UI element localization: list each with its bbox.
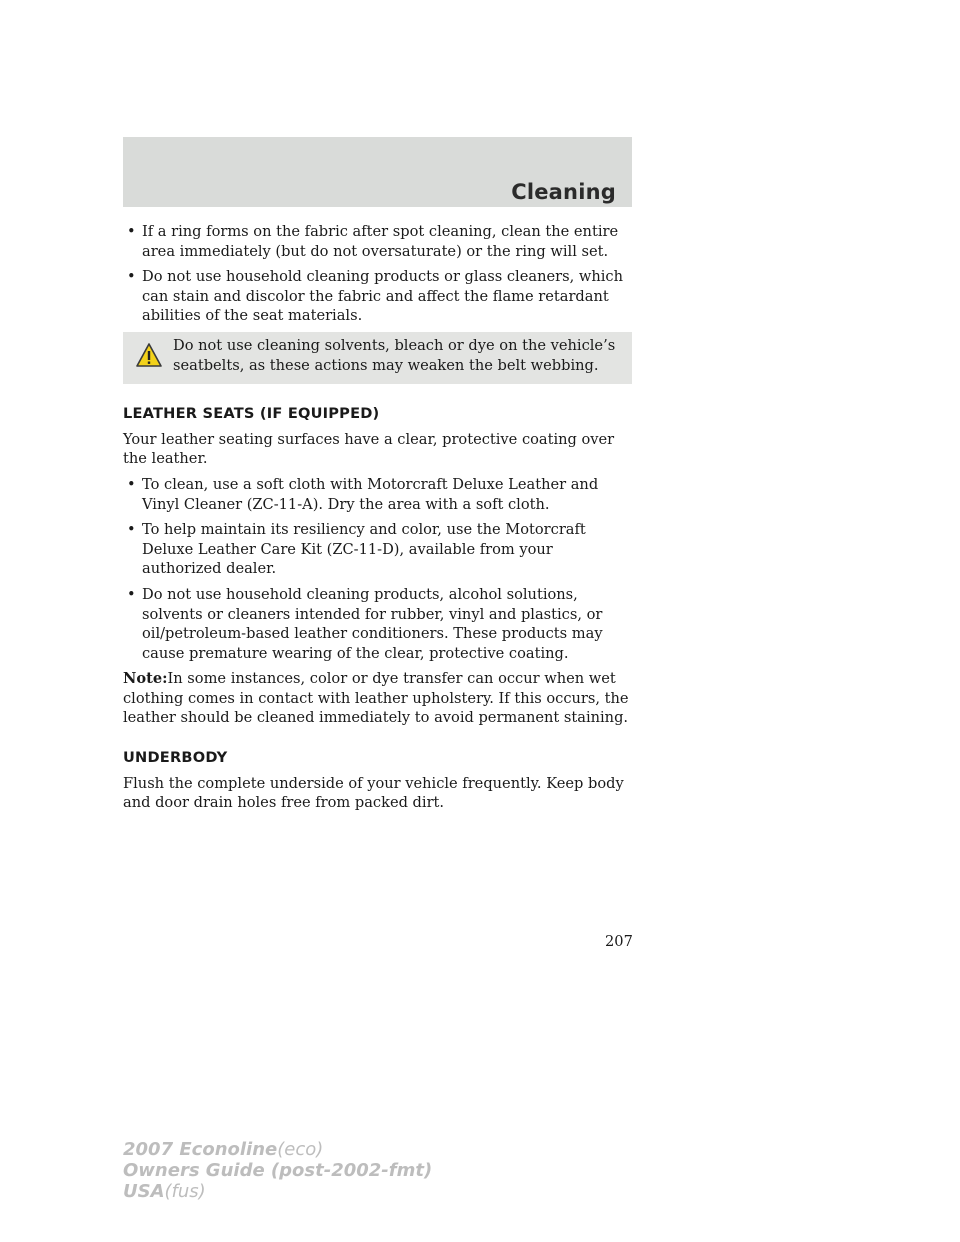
footer-line-1: 2007 Econoline(eco) xyxy=(123,1139,324,1160)
footer-line-2: Owners Guide (post-2002-fmt) xyxy=(123,1160,433,1181)
warning-triangle-icon xyxy=(135,342,163,368)
note-label: Note: xyxy=(123,670,168,688)
page-content xyxy=(123,222,632,819)
footer-document-id xyxy=(123,1139,432,1202)
leather-intro: Your leather seating surfaces have a clear, protective coating over the leather. xyxy=(123,430,615,468)
list-item: • To help maintain its resiliency and color, use the Motorcraft Deluxe Leather Care Kit (ZC-11-D), available from your authorized dealer. xyxy=(127,521,586,578)
header-band xyxy=(123,137,632,207)
bullet-glyph: • xyxy=(127,268,136,286)
underbody-text: Flush the complete underside of your vehicle frequently. Keep body and door drain holes free from packed dirt. xyxy=(123,774,624,812)
list-item: • To clean, use a soft cloth with Motorcraft Deluxe Leather and Vinyl Cleaner (ZC-11-A). Dry the area with a soft cloth. xyxy=(127,475,599,513)
warning-box xyxy=(123,332,632,384)
bullet-glyph: • xyxy=(127,475,136,493)
bullet-glyph: • xyxy=(127,223,136,240)
leather-bullet-list xyxy=(123,475,632,663)
list-item: • Do not use household cleaning products or glass cleaners, which can stain and discolor the fabric and affect the flame retardant abilities of the seat materials. xyxy=(127,268,623,325)
bullet-glyph: • xyxy=(127,521,136,539)
warning-text: Do not use cleaning solvents, bleach or dye on the vehicle’s seatbelts, as these actions may weaken the belt webbing. xyxy=(173,336,616,374)
bullet-glyph: • xyxy=(127,585,136,603)
underbody-heading: UNDERBODY xyxy=(123,749,228,767)
section-title: Cleaning xyxy=(511,180,616,204)
list-item: • If a ring forms on the fabric after spot cleaning, clean the entire area immediately (but do not oversaturate) or the ring will set. xyxy=(127,223,619,260)
leather-seats-heading: LEATHER SEATS (IF EQUIPPED) xyxy=(123,405,380,423)
list-item: • Do not use household cleaning products, alcohol solutions, solvents or cleaners intended for rubber, vinyl and plastics, or oil/petroleum-based leather conditioners. These products may cause premature wearing of the clear, protective coating. xyxy=(127,585,603,662)
footer-line-3: USA(fus) xyxy=(123,1181,206,1202)
leather-note xyxy=(123,669,632,728)
note-text: In some instances, color or dye transfer can occur when wet clothing comes in contact with leather upholstery. If this occurs, the leather should be cleaned immediately to avoid permanent staining. xyxy=(123,670,629,727)
fabric-bullet-list xyxy=(123,222,632,326)
page-number: 207 xyxy=(605,933,633,950)
